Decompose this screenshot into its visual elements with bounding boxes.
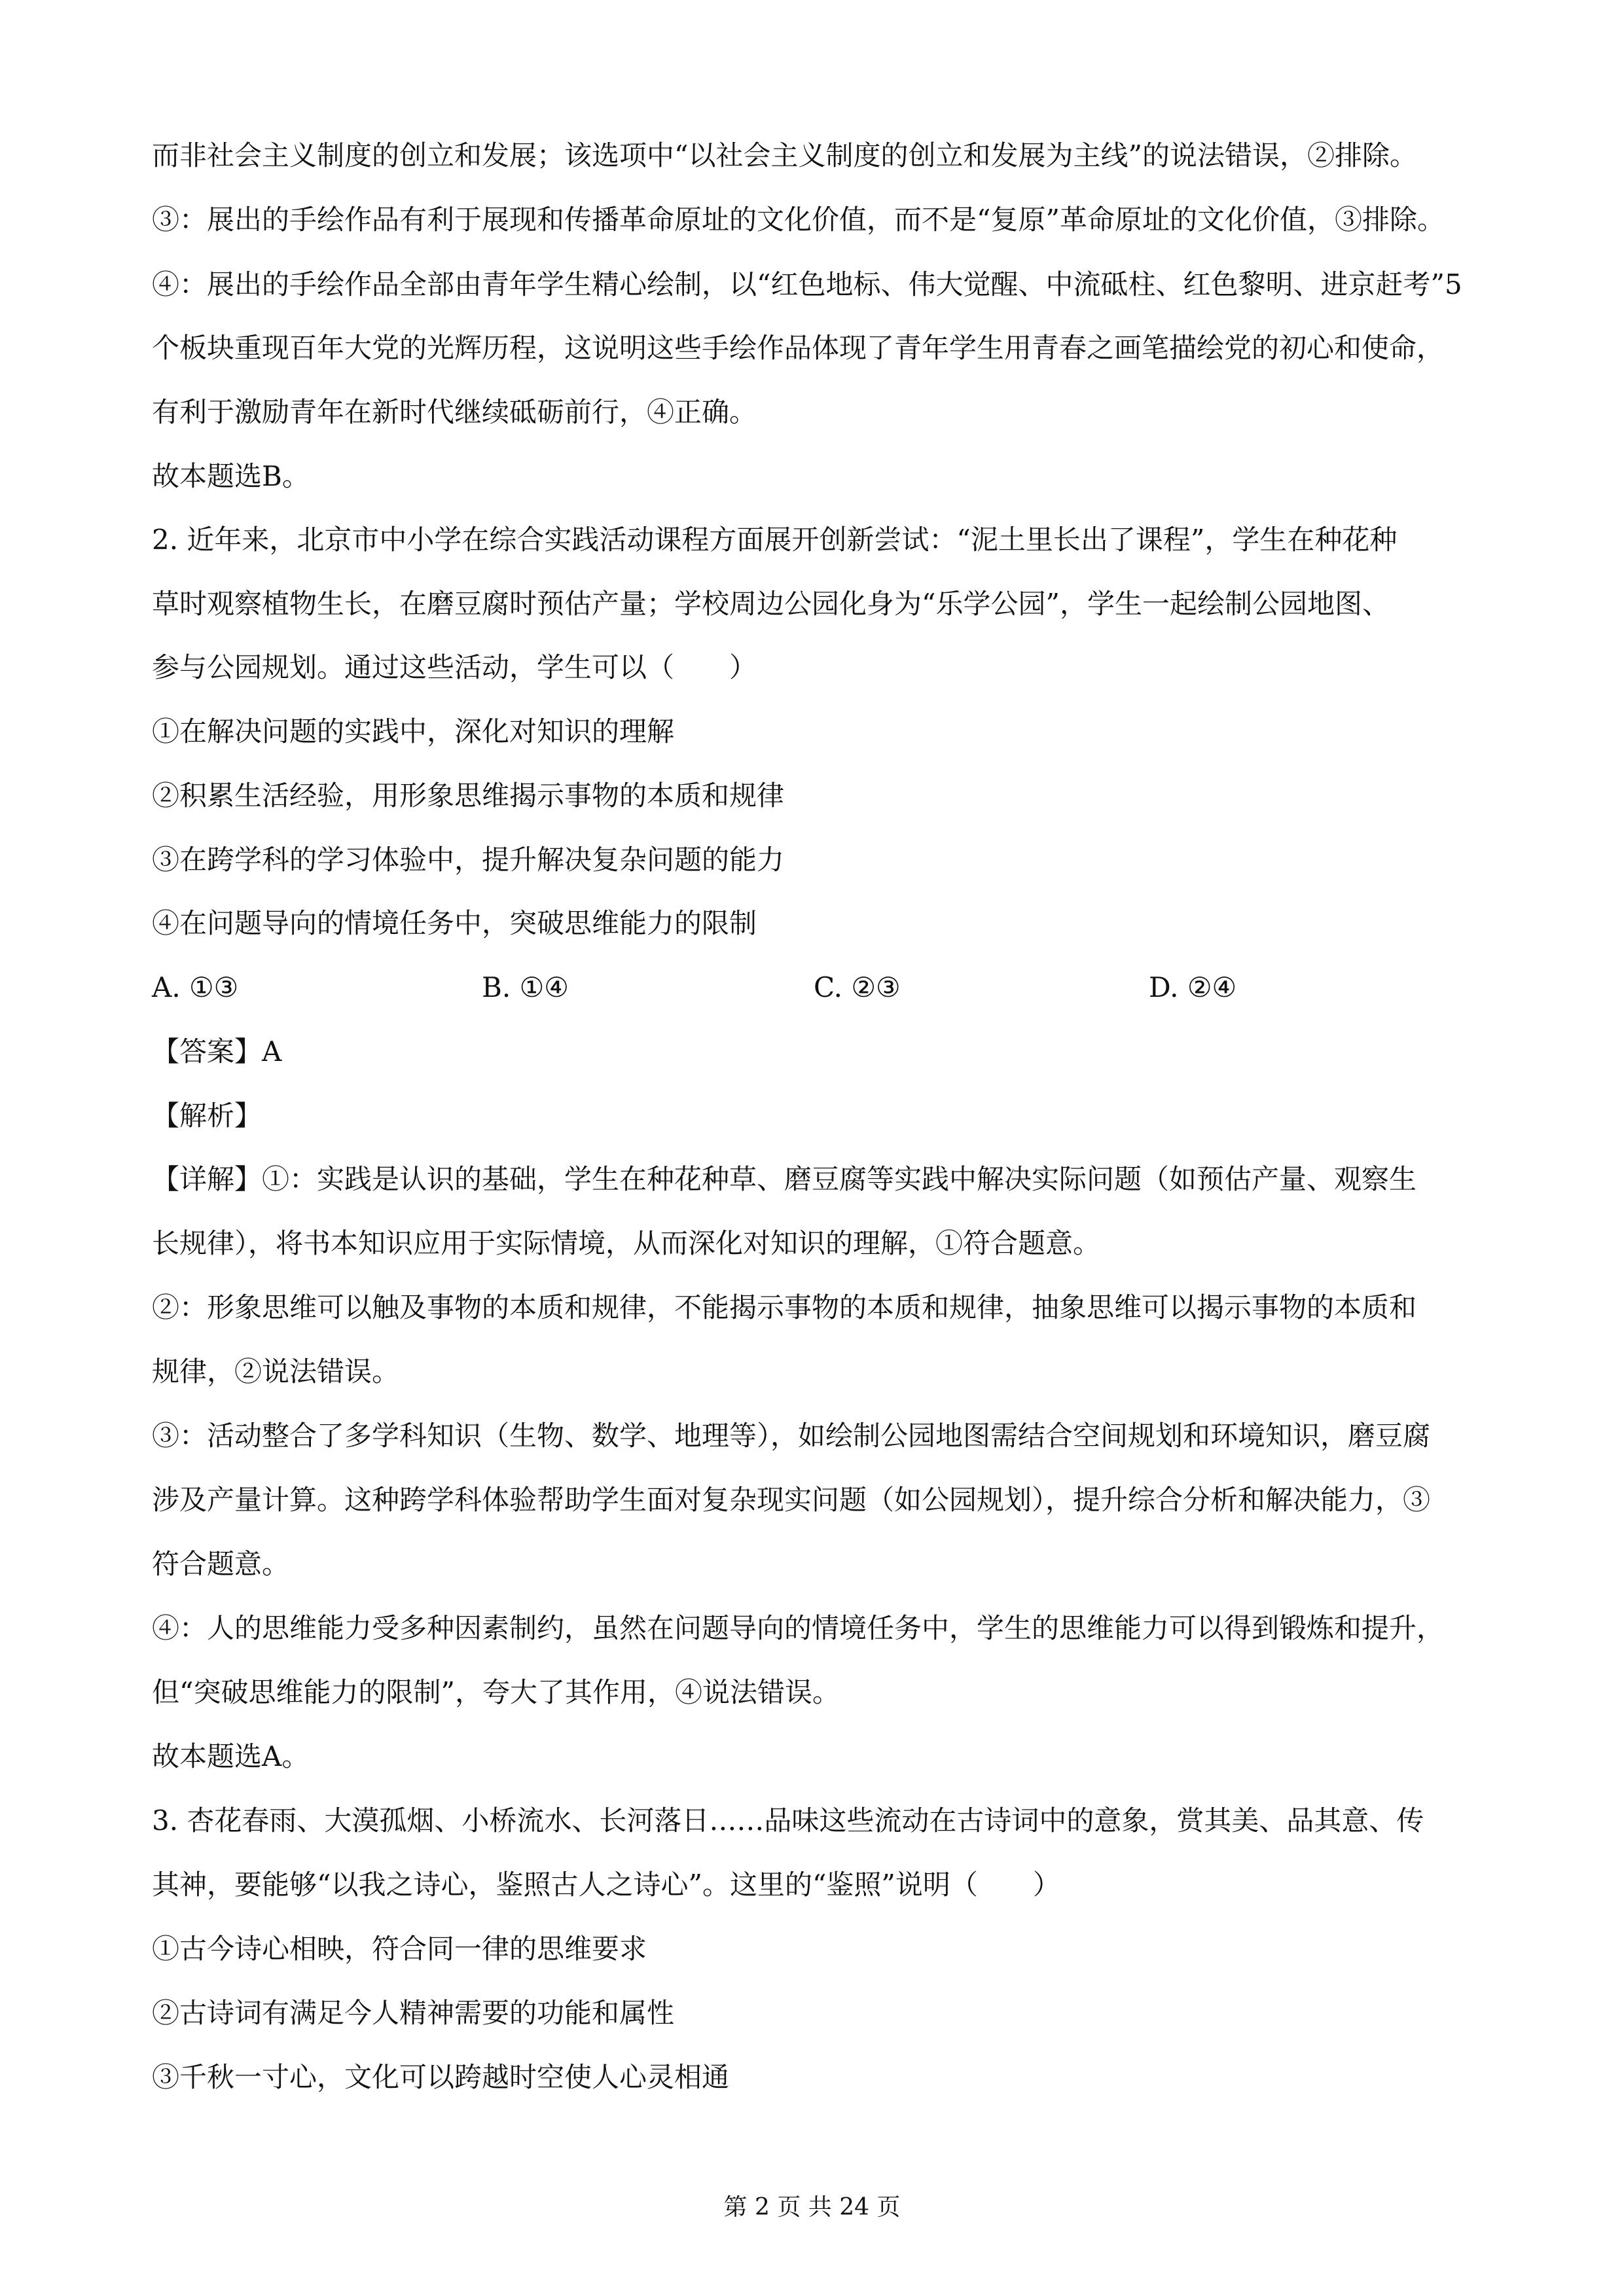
text-line: 草时观察植物生长，在磨豆腐时预估产量；学校周边公园化身为“乐学公园”，学生一起绘制公园地图、 (152, 588, 1390, 620)
text-line: 【详解】①：实践是认识的基础，学生在种花种草、磨豆腐等实践中解决实际问题（如预估产量、观察生 (152, 1163, 1417, 1195)
text-line: 符合题意。 (152, 1548, 290, 1580)
conclusion-line: 故本题选B。 (152, 460, 310, 492)
text-line: 个板块重现百年大党的光辉历程，这说明这些手绘作品体现了青年学生用青春之画笔描绘党的初心和使命， (152, 332, 1445, 364)
text-line: 有利于激励青年在新时代继续砥砺前行，④正确。 (152, 396, 757, 428)
text-line: 涉及产量计算。这种跨学科体验帮助学生面对复杂现实问题（如公园规划），提升综合分析和解决能力，③ (152, 1484, 1431, 1516)
statement-line: ②古诗词有满足今人精神需要的功能和属性 (152, 1997, 675, 2029)
statement-line: ④在问题导向的情境任务中，突破思维能力的限制 (152, 907, 757, 939)
analysis-heading: 【解析】 (152, 1100, 262, 1132)
text-line: ③：活动整合了多学科知识（生物、数学、地理等），如绘制公园地图需结合空间规划和环境知识，磨豆腐 (152, 1420, 1431, 1452)
text-line: 规律，②说法错误。 (152, 1355, 400, 1388)
text-line: 长规律），将书本知识应用于实际情境，从而深化对知识的理解，①符合题意。 (152, 1227, 1101, 1259)
text-line: 其神，要能够“以我之诗心，鉴照古人之诗心”。这里的“鉴照”说明（ ） (152, 1869, 1060, 1901)
question-3-stem: 3. 杏花春雨、大漠孤烟、小桥流水、长河落日……品味这些流动在古诗词中的意象，赏其美、品其意、传 (152, 1804, 1424, 1837)
text-line: 但“突破思维能力的限制”，夸大了其作用，④说法错误。 (152, 1676, 840, 1708)
statement-line: ①在解决问题的实践中，深化对知识的理解 (152, 715, 675, 747)
text-line: 参与公园规划。通过这些活动，学生可以（ ） (152, 651, 757, 683)
question-2-stem: 2. 近年来，北京市中小学在综合实践活动课程方面展开创新尝试：“泥土里长出了课程”，学生在种花种 (152, 524, 1398, 556)
text-line: ④：展出的手绘作品全部由青年学生精心绘制，以“红色地标、伟大觉醒、中流砥柱、红色黎明、进京赶考”5 (152, 268, 1462, 300)
text-line: ④：人的思维能力受多种因素制约，虽然在问题导向的情境任务中，学生的思维能力可以得到锻炼和提升， (152, 1612, 1445, 1644)
conclusion-line: 故本题选A。 (152, 1740, 310, 1772)
text-line: ③：展出的手绘作品有利于展现和传播革命原址的文化价值，而不是“复原”革命原址的文化价值，③排除。 (152, 204, 1445, 236)
statement-line: ①古今诗心相映，符合同一律的思维要求 (152, 1933, 647, 1965)
option-a: A. ①③ (152, 971, 239, 1003)
statement-line: ③千秋一寸心，文化可以跨越时空使人心灵相通 (152, 2061, 730, 2093)
statement-line: ③在跨学科的学习体验中，提升解决复杂问题的能力 (152, 844, 785, 876)
statement-line: ②积累生活经验，用形象思维揭示事物的本质和规律 (152, 780, 785, 812)
text-line: ②：形象思维可以触及事物的本质和规律，不能揭示事物的本质和规律，抽象思维可以揭示事物的本质和 (152, 1291, 1417, 1323)
option-c: C. ②③ (814, 971, 901, 1003)
option-b: B. ①④ (482, 971, 569, 1003)
page-number-footer: 第 2 页 共 24 页 (723, 2194, 901, 2221)
text-line: 而非社会主义制度的创立和发展；该选项中“以社会主义制度的创立和发展为主线”的说法错误，②排除。 (152, 139, 1417, 171)
option-d: D. ②④ (1149, 971, 1237, 1003)
answer-heading: 【答案】A (152, 1035, 282, 1067)
